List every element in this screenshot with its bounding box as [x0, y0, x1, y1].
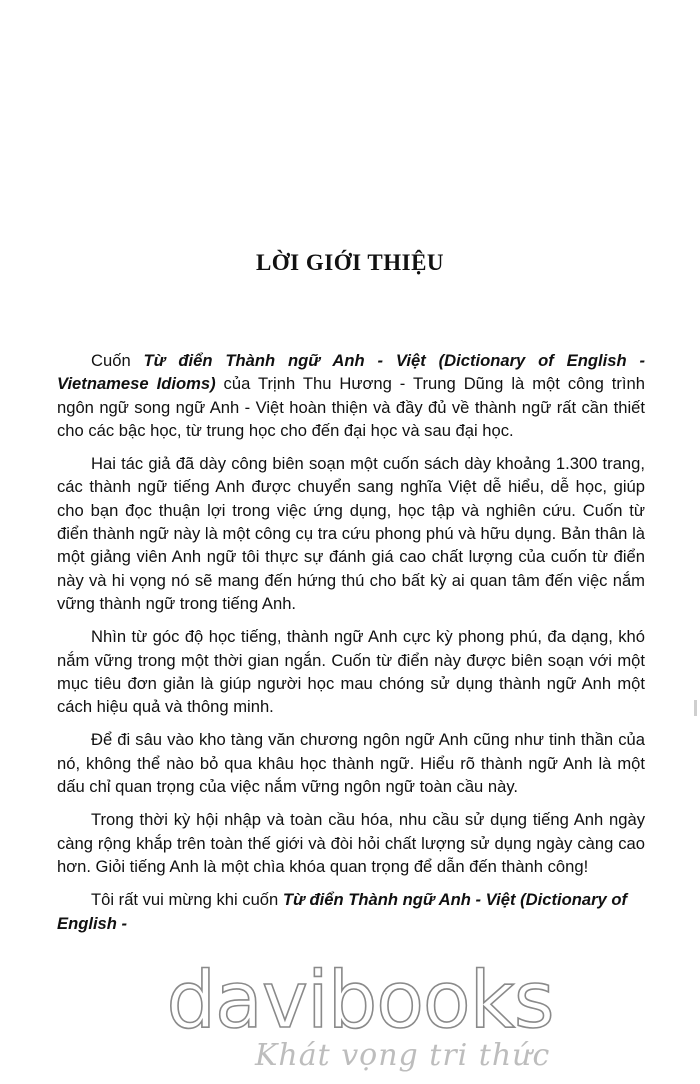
- body-text: [57, 349, 645, 945]
- page-edge-mark: [694, 700, 697, 716]
- paragraph-3: Nhìn từ góc độ học tiếng, thành ngữ Anh cực kỳ phong phú, đa dạng, khó nắm vững trong một thời gian ngắn. Cuốn từ điển này được biên soạn với một mục tiêu đơn giản là giúp người học mau chóng sử dụng thành ngữ Anh một cách hiệu quả và thông minh.: [57, 627, 645, 717]
- paragraph-4: Để đi sâu vào kho tàng văn chương ngôn ngữ Anh cũng như tinh thần của nó, không thể nào bỏ qua khâu học thành ngữ. Hiểu rõ thành ngữ Anh là một dấu chỉ quan trọng của việc nắm vững ngôn ngữ toàn cầu này.: [57, 730, 645, 797]
- paragraph-6-intro: Tôi rất vui mừng khi cuốn: [91, 890, 283, 910]
- book-title-emphasis: Từ điển Thành ngữ Anh - Việt (Dictionary of English - Vietnamese Idioms): [57, 351, 646, 394]
- watermark-tagline: Khát vọng tri thức: [255, 1038, 551, 1073]
- paragraph-1-intro: Cuốn: [91, 351, 144, 370]
- davibooks-watermark-logo: davibooks: [166, 956, 554, 1046]
- paragraph-2: Hai tác giả đã dày công biên soạn một cuốn sách dày khoảng 1.300 trang, các thành ngữ tiếng Anh được chuyển sang nghĩa Việt dễ hiểu, dễ học, giúp cho bạn đọc thuận lợi trong việc ứng dụng, học tập và nghiên cứu. Cuốn từ điển thành ngữ này là một công cụ tra cứu phong phú và hữu dụng. Bản thân là một giảng viên Anh ngữ tôi thực sự đánh giá cao chất lượng của cuốn từ điển này và hi vọng nó sẽ mang đến hứng thú cho bất kỳ ai quan tâm đến việc nắm vững thành ngữ trong tiếng Anh.: [57, 454, 645, 613]
- book-title-emphasis-2: Từ điển Thành ngữ Anh - Việt (Dictionary of English -: [57, 890, 628, 933]
- page-title: LỜI GIỚI THIỆU: [255, 250, 445, 275]
- paragraph-1-rest: của Trịnh Thu Hương - Trung Dũng là một công trình ngôn ngữ song ngữ Anh - Việt hoàn thiện và đầy đủ về thành ngữ rất cần thiết cho các bậc học, từ trung học cho đến đại học và sau đại học.: [57, 374, 645, 440]
- paragraph-5: Trong thời kỳ hội nhập và toàn cầu hóa, nhu cầu sử dụng tiếng Anh ngày càng rộng khắp trên toàn thế giới và đòi hỏi chất lượng sử dụng ngày càng cao hơn. Giỏi tiếng Anh là một chìa khóa quan trọng để dẫn đến thành công!: [57, 810, 645, 876]
- paragraph-1: [57, 349, 645, 442]
- paragraph-6: [57, 888, 645, 935]
